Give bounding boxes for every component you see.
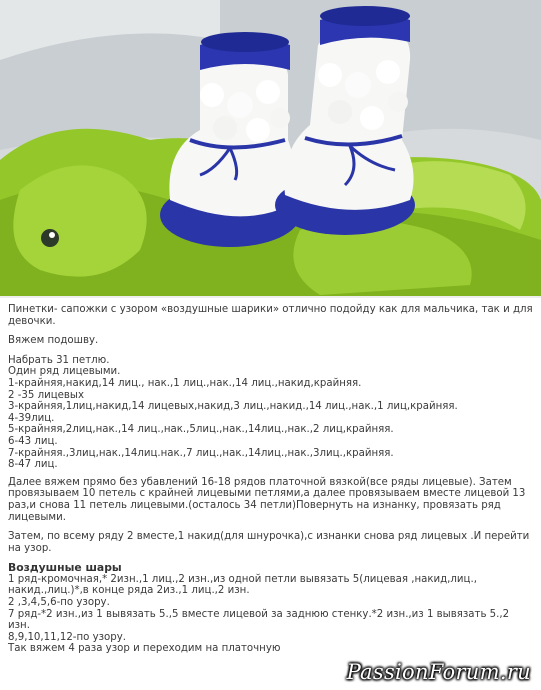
sole-line: Один ряд лицевыми. bbox=[8, 366, 121, 378]
balls-line: 8,9,10,11,12-по узору. bbox=[8, 631, 127, 643]
sole-line: 7-крайняя.,3лиц,нак.,14лиц.нак.,7 лиц.,нак.,14лиц.,нак.,3лиц.,крайняя. bbox=[8, 447, 394, 459]
sole-line: 8-47 лиц. bbox=[8, 459, 58, 471]
sole-line: 1-крайняя,накид,14 лиц., нак.,1 лиц.,нак.,14 лиц.,накид,крайняя. bbox=[8, 377, 362, 389]
sole-line: Набрать 31 петлю. bbox=[8, 354, 110, 366]
sole-heading: Вяжем подошву. bbox=[8, 335, 99, 347]
balls-line: Так вяжем 4 раза узор и переходим на платочную bbox=[8, 643, 281, 655]
balls-heading: Воздушные шары bbox=[8, 561, 122, 575]
balls-line: 7 ряд-*2 изн.,из 1 вывязать 5.,5 вместе лицевой за заднюю стенку.*2 изн.,из 1 вывязать 5.,2 изн. bbox=[8, 608, 510, 632]
sole-line: 3-крайняя,1лиц,накид,14 лицевых,накид,3 лиц.,накид.,14 лиц.,нак.,1 лиц,крайняя. bbox=[8, 401, 458, 413]
product-photo bbox=[0, 0, 541, 298]
balls-line: 2 ,3,4,5,6-по узору. bbox=[8, 597, 110, 609]
intro-paragraph: Пинетки- сапожки с узором «воздушные шарики» отлично подойду как для мальчика, так и для девочки. bbox=[8, 304, 533, 327]
booties-photo-illustration bbox=[0, 0, 541, 298]
sole-line: 6-43 лиц. bbox=[8, 435, 58, 447]
sole-line: 2 -35 лицевых bbox=[8, 389, 85, 401]
pattern-text bbox=[8, 304, 534, 655]
balls-line: 1 ряд-кромочная,* 2изн.,1 лиц.,2 изн.,из одной петли вывязать 5(лицевая ,накид,лиц., накид.,лиц.)*,в конце ряда 2из.,1 лиц.,2 изн. bbox=[8, 573, 477, 597]
sole-line: 4-39лиц. bbox=[8, 412, 55, 424]
sole-line: 5-крайняя,2лиц,нак.,14 лиц.,нак.,5лиц.,нак.,14лиц.,нак.,2 лиц,крайняя. bbox=[8, 424, 394, 436]
lace-paragraph: Затем, по всему ряду 2 вместе,1 накид(для шнурочка),с изнанки снова ряд лицевых .И перейти на узор. bbox=[8, 531, 530, 554]
continue-paragraph: Далее вяжем прямо без убавлений 16-18 рядов платочной вязкой(все ряды лицевые). Затем провязываем 10 петель с крайней лицевыми петлями,а далее провязываем вместе лицевой 13 раз,и снова 11 петель лицевыми.(осталось 34 петли)Повернуть на изнанку, провязать ряд лицевыми. bbox=[8, 476, 526, 523]
site-watermark: PassionForum.ru bbox=[346, 660, 531, 684]
